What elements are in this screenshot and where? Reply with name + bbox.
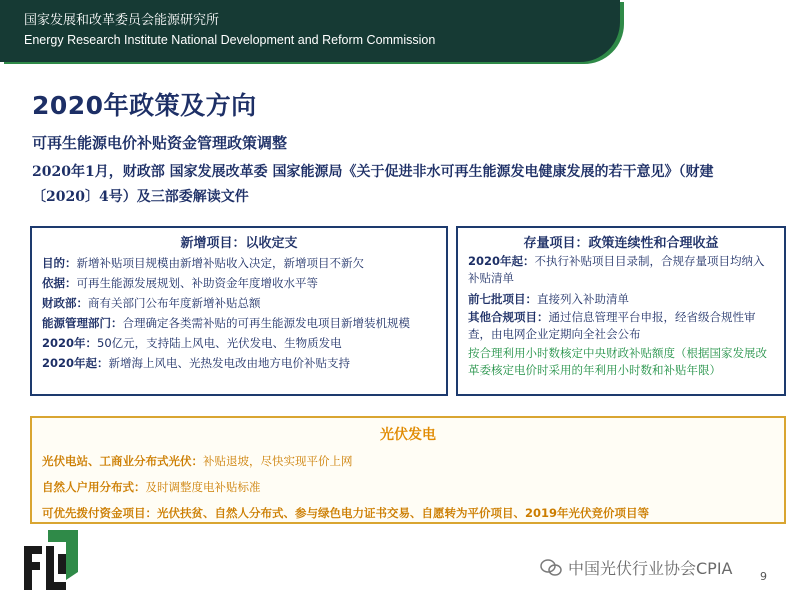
org-name-en: Energy Research Institute National Development and Reform Commission (24, 33, 436, 47)
eri-logo-icon (14, 526, 82, 596)
subtitle: 可再生能源电价补贴资金管理政策调整 (32, 134, 288, 152)
new-projects-title: 新增项目：以收定支 (180, 236, 298, 251)
header-banner (0, 0, 620, 62)
wechat-icon (540, 559, 562, 577)
watermark-text: 中国光伏行业协会CPIA (568, 559, 733, 578)
list-item: 光伏电站、工商业分布式光伏：补贴退坡，尽快实现平价上网 (42, 454, 353, 468)
page-number: 9 (760, 570, 767, 583)
watermark (540, 556, 733, 579)
list-item: 能源管理部门：合理确定各类需补贴的可再生能源发电项目新增装机规模 (42, 316, 410, 330)
list-item: 2020年：50亿元，支持陆上风电、光伏发电、生物质发电 (42, 336, 342, 350)
list-item: 目的：新增补贴项目规模由新增补贴收入决定，新增项目不新欠 (42, 256, 364, 270)
list-item: 其他合规项目：通过信息管理平台申报，经省级合规性审查，由电网企业定期向全社会公布 (468, 310, 756, 341)
list-item: 依据：可再生能源发展规划、补助资金年度增收水平等 (42, 276, 318, 290)
existing-projects-box (456, 226, 786, 396)
page-title: 2020年政策及方向 (32, 91, 257, 120)
list-item: 自然人户用分布式：及时调整度电补贴标准 (42, 480, 261, 494)
highlight-text: 按合理利用小时数核定中央财政补贴额度（根据国家发展改革委核定电价时采用的年利用小时数和补贴年限） (468, 346, 767, 377)
intro-text: 2020年1月，财政部 国家发展改革委 国家能源局《关于促进非水可再生能源发电健康发展的若干意见》（财建〔2020〕4号）及三部委解读文件 (32, 164, 714, 205)
new-projects-box (30, 226, 448, 396)
list-item: 2020年起：不执行补贴项目目录制，合规存量项目均纳入补贴清单 (468, 254, 765, 285)
list-item: 财政部：商有关部门公布年度新增补贴总额 (42, 296, 261, 310)
pv-title: 光伏发电 (380, 427, 436, 443)
list-item: 前七批项目：直接列入补助清单 (468, 292, 629, 306)
pv-box (30, 416, 786, 524)
list-item: 可优先拨付资金项目：光伏扶贫、自然人分布式、参与绿色电力证书交易、自愿转为平价项目、2019年光伏竞价项目等 (42, 506, 650, 520)
list-item: 2020年起：新增海上风电、光热发电改由地方电价补贴支持 (42, 356, 351, 370)
existing-projects-title: 存量项目：政策连续性和合理收益 (523, 236, 719, 251)
org-name-zh: 国家发展和改革委员会能源研究所 (24, 13, 220, 28)
